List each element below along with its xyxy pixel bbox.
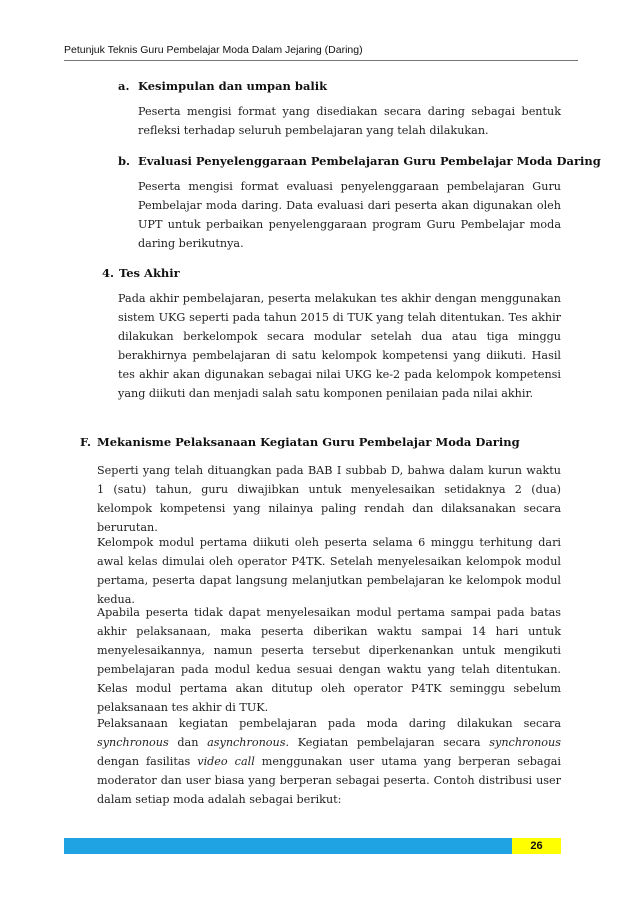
- heading-a: [118, 78, 327, 94]
- paragraph-f-4-term-asynchronous: asynchronous: [207, 736, 286, 749]
- heading-f-marker: F.: [80, 435, 92, 449]
- heading-a-text: Kesimpulan dan umpan balik: [138, 79, 328, 93]
- heading-tes-akhir-text: Tes Akhir: [119, 266, 180, 280]
- paragraph-f-4-text-2: dan: [168, 736, 208, 749]
- page-number: 26: [512, 838, 561, 854]
- heading-b-text: Evaluasi Penyelenggaraan Pembelajaran Guru Pembelajar Moda Daring: [138, 154, 601, 168]
- paragraph-f-4: [97, 714, 561, 809]
- running-header: Petunjuk Teknis Guru Pembelajar Moda Dalam Jejaring (Daring): [64, 44, 363, 56]
- heading-b: [118, 153, 601, 169]
- paragraph-a: Peserta mengisi format yang disediakan secara daring sebagai bentuk refleksi terhadap seluruh pembelajaran yang telah dilakukan.: [138, 105, 561, 137]
- footer-bar: [64, 838, 561, 854]
- heading-b-marker: b.: [118, 154, 131, 168]
- heading-f: [80, 434, 520, 450]
- paragraph-f-4-term-video-call: video call: [197, 755, 255, 768]
- paragraph-f-4-text-4: dengan fasilitas: [97, 755, 198, 768]
- heading-tes-akhir-marker: 4.: [102, 266, 115, 280]
- heading-a-marker: a.: [118, 79, 130, 93]
- paragraph-f-3: Apabila peserta tidak dapat menyelesaikan modul pertama sampai pada batas akhir pelaksanaan, maka peserta diberikan waktu sampai 14 hari untuk menyelesaikannya, namun peserta tersebut diperkenankan untuk mengikuti pembelajaran pada modul kedua sesuai dengan waktu yang telah ditentukan. Kelas modul pertama akan ditutup oleh operator P4TK seminggu sebelum pelaksanaan tes akhir di TUK.: [97, 606, 561, 714]
- paragraph-tes-akhir: Pada akhir pembelajaran, peserta melakukan tes akhir dengan menggunakan sistem UKG seperti pada tahun 2015 di TUK yang telah ditentukan. Tes akhir dilakukan berkelompok secara modular setelah dua atau tiga minggu berakhirnya pembelajaran di satu kelompok kompetensi yang diikuti. Hasil tes akhir akan digunakan sebagai nilai UKG ke-2 pada kelompok kompetensi yang diikuti dan menjadi salah satu komponen penilaian pada nilai akhir.: [118, 292, 561, 400]
- paragraph-f-2: Kelompok modul pertama diikuti oleh peserta selama 6 minggu terhitung dari awal kelas dimulai oleh operator P4TK. Setelah menyelesaikan kelompok modul pertama, peserta dapat langsung melanjutkan pembelajaran ke kelompok modul kedua.: [97, 536, 561, 606]
- paragraph-f-4-term-synchronous: synchronous: [97, 736, 169, 749]
- paragraph-f-1: Seperti yang telah dituangkan pada BAB I subbab D, bahwa dalam kurun waktu 1 (satu) tahun, guru diwajibkan untuk menyelesaikan setidaknya 2 (dua) kelompok kompetensi yang nilainya paling rendah dan dilaksanakan secara berurutan.: [97, 464, 561, 534]
- heading-tes-akhir: [102, 265, 180, 281]
- paragraph-f-4-text-1: Pelaksanaan kegiatan pembelajaran pada moda daring dilakukan secara: [97, 717, 561, 730]
- heading-f-text: Mekanisme Pelaksanaan Kegiatan Guru Pembelajar Moda Daring: [97, 435, 520, 449]
- paragraph-f-4-text-3: . Kegiatan pembelajaran secara: [285, 736, 490, 749]
- paragraph-b: Peserta mengisi format evaluasi penyelenggaraan pembelajaran Guru Pembelajar moda daring. Data evaluasi dari peserta akan digunakan oleh UPT untuk perbaikan penyelenggaraan program Guru Pembelajar moda daring berikutnya.: [138, 180, 561, 250]
- header-divider: [64, 60, 578, 61]
- paragraph-f-4-term-synchronous-2: synchronous: [489, 736, 561, 749]
- paragraph-f-4-text-5: menggunakan user utama yang berperan sebagai moderator dan user biasa yang berperan sebagai peserta. Contoh distribusi user dalam setiap moda adalah sebagai berikut:: [97, 755, 561, 806]
